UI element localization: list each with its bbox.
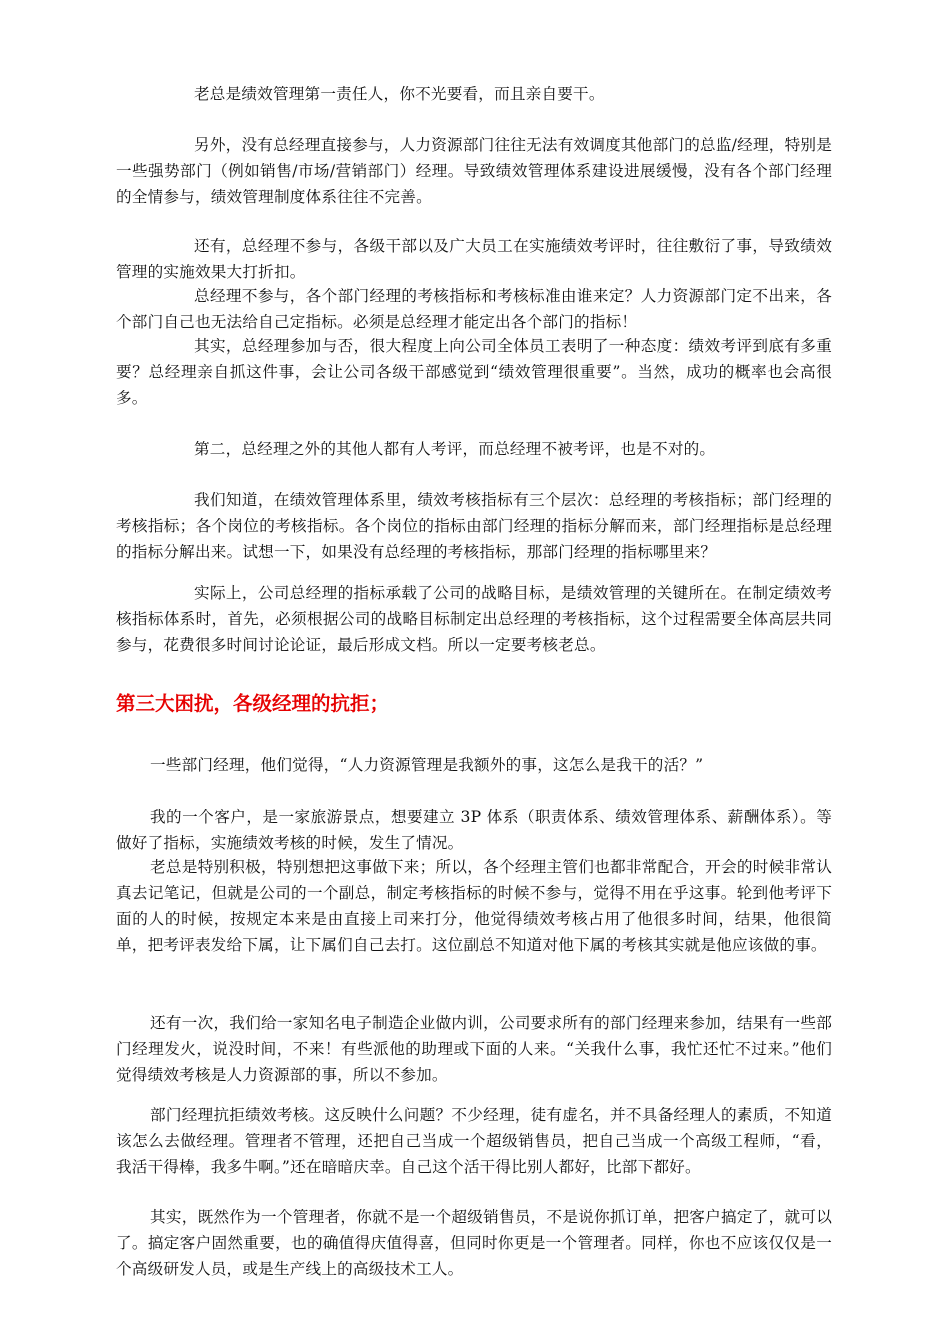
paragraph: 老总是绩效管理第一责任人，你不光要看，而且亲自要干。 xyxy=(194,85,605,103)
paragraph: 其实，既然作为一个管理者，你就不是一个超级销售员，不是说你抓订单，把客户搞定了，就可以了。搞定客户固然重要，也的确值得庆值得喜，但同时你更是一个管理者。同样，你也不应该仅仅是一个高级研发人员，或是生产线上的高级技术工人。 xyxy=(116,1208,832,1278)
paragraph: 我的一个客户，是一家旅游景点，想要建立 3P 体系（职责体系、绩效管理体系、薪酬体系）。等做好了指标，实施绩效考核的时候，发生了情况。 xyxy=(116,808,832,852)
paragraph: 总经理不参与，各个部门经理的考核指标和考核标准由谁来定？人力资源部门定不出来，各个部门自己也无法给自己定指标。必须是总经理才能定出各个部门的指标！ xyxy=(116,287,832,331)
paragraph: 其实，总经理参加与否，很大程度上向公司全体员工表明了一种态度：绩效考评到底有多重要？总经理亲自抓这件事，会让公司各级干部感觉到“绩效管理很重要”。当然，成功的概率也会高很多。 xyxy=(116,337,832,407)
paragraph: 还有一次，我们给一家知名电子制造企业做内训，公司要求所有的部门经理来参加，结果有一些部门经理发火，说没时间，不来！有些派他的助理或下面的人来。“关我什么事，我忙还忙不过来。”他们觉得绩效考核是人力资源部的事，所以不参加。 xyxy=(116,1014,832,1084)
paragraph: 我们知道，在绩效管理体系里，绩效考核指标有三个层次：总经理的考核指标；部门经理的考核指标；各个岗位的考核指标。各个岗位的指标由部门经理的指标分解而来，部门经理指标是总经理的指标分解出来。试想一下，如果没有总经理的考核指标，那部门经理的指标哪里来？ xyxy=(116,491,832,561)
paragraph: 另外，没有总经理直接参与，人力资源部门往往无法有效调度其他部门的总监/经理，特别是一些强势部门（例如销售/市场/营销部门）经理。导致绩效管理体系建设进展缓慢，没有各个部门经理的全情参与，绩效管理制度体系往往不完善。 xyxy=(116,136,832,206)
paragraph: 老总是特别积极，特别想把这事做下来；所以，各个经理主管们也都非常配合，开会的时候非常认真去记笔记，但就是公司的一个副总，制定考核指标的时候不参与，觉得不用在乎这事。轮到他考评下面的人的时候，按规定本来是由直接上司来打分，他觉得绩效考核占用了他很多时间，结果，他很简单，把考评表发给下属，让下属们自己去打。这位副总不知道对他下属的考核其实就是他应该做的事。 xyxy=(116,858,832,954)
paragraph: 一些部门经理，他们觉得，“人力资源管理是我额外的事，这怎么是我干的活？” xyxy=(150,756,704,774)
paragraph: 第二，总经理之外的其他人都有人考评，而总经理不被考评，也是不对的。 xyxy=(194,440,716,458)
paragraph: 还有，总经理不参与，各级干部以及广大员工在实施绩效考评时，往往敷衍了事，导致绩效管理的实施效果大打折扣。 xyxy=(116,237,832,281)
paragraph: 部门经理抗拒绩效考核。这反映什么问题？不少经理，徒有虚名，并不具备经理人的素质，不知道该怎么去做经理。管理者不管理，还把自己当成一个超级销售员，把自己当成一个高级工程师，“看，我活干得棒，我多牛啊。”还在暗暗庆幸。自己这个活干得比别人都好，比部下都好。 xyxy=(116,1106,832,1176)
paragraph: 实际上，公司总经理的指标承载了公司的战略目标，是绩效管理的关键所在。在制定绩效考核指标体系时，首先，必须根据公司的战略目标制定出总经理的考核指标，这个过程需要全体高层共同参与，花费很多时间讨论论证，最后形成文档。所以一定要考核老总。 xyxy=(116,584,832,654)
section-heading: 第三大困扰，各级经理的抗拒； xyxy=(116,692,390,715)
